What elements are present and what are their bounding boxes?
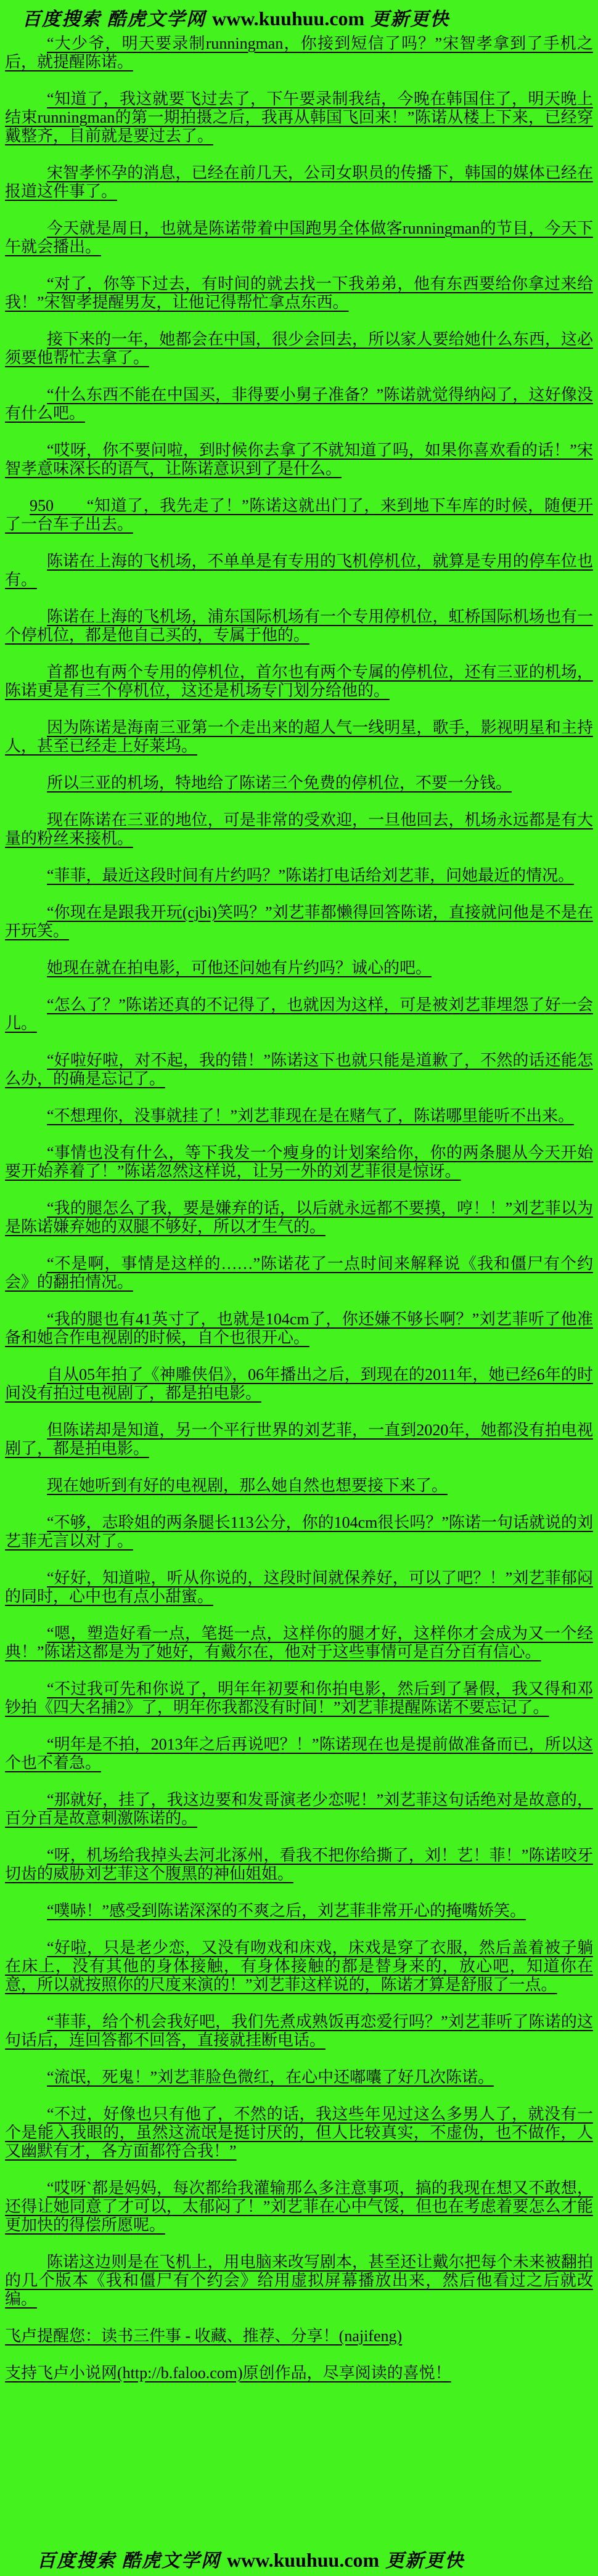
novel-paragraph: “流氓，死鬼！”刘艺菲脸色微红，在心中还嘟囔了好几次陈诺。 <box>47 2068 494 2086</box>
novel-paragraph: 自从05年拍了《神雕侠侣》，06年播出之后，到现在的2011年，她已经6年的时间没有拍过电视剧了，都是拍电影。 <box>5 1366 593 1402</box>
novel-paragraph: “不够，志聆姐的两条腿长113公分，你的104cm很长吗？”陈诺一句话就说的刘艺菲无言以对了。 <box>5 1514 593 1550</box>
novel-paragraph: 陈诺在上海的飞机场，浦东国际机场有一个专用停机位，虹桥国际机场也有一个停机位，都是他自己买的，专属于他的。 <box>5 608 593 644</box>
novel-paragraph: “不过我可先和你说了，明年年初要和你拍电影，然后到了暑假，我又得和邓钞拍《四大名捕2》了，明年你我都没有时间！”刘艺菲提醒陈诺不要忘记了。 <box>5 1680 593 1716</box>
banner-site-name: 酷虎文学网 <box>122 2551 221 2571</box>
novel-paragraph: “什么东西不能在中国买，非得要小舅子准备？”陈诺就觉得纳闷了，这好像没有什么吧。 <box>5 386 593 422</box>
banner-promo-suffix: 更新更快 <box>385 2551 465 2571</box>
novel-paragraph: “哎呀`都是妈妈，每次都给我灌输那么多注意事项，搞的我现在想又不敢想，还得让她同意了才可以，太郁闷了！”刘艺菲在心中气馁，但也在考虑着要怎么才能更加快的得偿所愿呢。 <box>5 2179 593 2234</box>
novel-paragraph: “对了，你等下过去，有时间的就去找一下我弟弟，他有东西要给你拿过来给我！”宋智孝提醒男友，让他记得帮忙拿点东西。 <box>5 275 593 311</box>
novel-paragraph: “菲菲，给个机会我好吧，我们先煮成熟饭再恋爱行吗？”刘艺菲听了陈诺的这句话后，连回答都不回答，直接就挂断电话。 <box>5 2013 593 2049</box>
novel-paragraph: 950 “知道了，我先走了！”陈诺这就出门了，来到地下车库的时候，随便开了一台车子出去。 <box>5 497 593 533</box>
novel-paragraph: “不想理你，没事就挂了！”刘艺菲现在是在赌气了，陈诺哪里能听不出来。 <box>47 1107 575 1125</box>
novel-paragraph: “噗哧！”感受到陈诺深深的不爽之后，刘艺菲非常开心的掩嘴娇笑。 <box>47 1902 526 1920</box>
chapter-content <box>0 32 598 2382</box>
banner-promo-suffix: 更新更快 <box>371 9 450 30</box>
novel-paragraph: “怎么了？”陈诺还真的不记得了，也就因为这样，可是被刘艺菲埋怨了好一会儿。 <box>5 996 593 1032</box>
novel-paragraph: “明年是不拍，2013年之后再说吧？！”陈诺现在也是提前做准备而已，所以这个也不着急。 <box>5 1735 593 1772</box>
novel-paragraph: 现在陈诺在三亚的地位，可是非常的受欢迎，一旦他回去，机场永远都是有大量的粉丝来接机。 <box>5 811 593 847</box>
novel-paragraph: “好啦，只是老少恋，又没有吻戏和床戏，床戏是穿了衣服，然后盖着被子躺在床上，没有其他的身体接触，有身体接触的都是替身来的，放心吧，知道你在意，所以就按照你的尺度来演的！”刘艺菲这样说的，陈诺才算是舒服了一点。 <box>5 1939 593 1994</box>
novel-paragraph: “大少爷，明天要录制runningman，你接到短信了吗？”宋智孝拿到了手机之后，就提醒陈诺。 <box>5 35 593 71</box>
novel-paragraph: “知道了，我这就要飞过去了，下午要录制我结，今晚在韩国住了，明天晚上结束runningman的第一期拍摄之后，我再从韩国飞回来！”陈诺从楼上下来，已经穿戴整齐，目前就是要过去了。 <box>5 90 593 145</box>
site-banner-top <box>0 0 598 32</box>
banner-site-url: www.kuuhuu.com <box>227 2549 380 2571</box>
novel-paragraph: 首都也有两个专用的停机位，首尔也有两个专属的停机位，还有三亚的机场，陈诺更是有三个停机位，这还是机场专门划分给他的。 <box>5 663 593 699</box>
novel-paragraph: “我的腿也有41英寸了，也就是104cm了，你还嫌不够长啊？”刘艺菲听了他准备和她合作电视剧的时候，自个也很开心。 <box>5 1310 593 1347</box>
novel-paragraph: “事情也没有什么，等下我发一个瘦身的计划案给你，你的两条腿从今天开始要开始养着了！”陈诺忽然这样说，让另一外的刘艺菲很是惊讶。 <box>5 1144 593 1180</box>
novel-paragraph: 接下来的一年，她都会在中国，很少会回去，所以家人要给她什么东西，这必须要他帮忙去拿了。 <box>5 330 593 367</box>
novel-paragraph: 宋智孝怀孕的消息，已经在前几天，公司女职员的传播下，韩国的媒体已经在报道这件事了。 <box>5 164 593 200</box>
novel-paragraph: 支持飞卢小说网(http://b.faloo.com)原创作品，尽享阅读的喜悦！ <box>5 2364 451 2382</box>
novel-paragraph: 飞卢提醒您：读书三件事 - 收藏、推荐、分享！(najifeng) <box>5 2327 403 2345</box>
novel-paragraph: “嗯，塑造好看一点，笔挺一点，这样你的腿才好，这样你才会成为又一个经典！”陈诺这都是为了她好，有戴尔在，他对于这些事情可是百分百有信心。 <box>5 1624 593 1661</box>
banner-site-url: www.kuuhuu.com <box>212 7 365 30</box>
novel-paragraph: “好啦好啦，对不起，我的错！”陈诺这下也就只能是道歉了，不然的话还能怎么办，的确是忘记了。 <box>5 1051 593 1088</box>
novel-paragraph: 所以三亚的机场，特地给了陈诺三个免费的停机位，不要一分钱。 <box>47 774 512 792</box>
novel-paragraph: “哎呀，你不要问啦，到时候你去拿了不就知道了吗，如果你喜欢看的话！”宋智孝意味深长的语气，让陈诺意识到了是什么。 <box>5 441 593 478</box>
banner-site-name: 酷虎文学网 <box>107 9 206 30</box>
banner-promo-prefix: 百度搜索 <box>22 9 101 30</box>
novel-paragraph: “不过，好像也只有他了，不然的话，我这些年见过这么多男人了，就没有一个是能入我眼的，虽然这流氓是挺讨厌的，但人比较真实，不虚伪，也不做作，人又幽默有才，各方面都符合我！” <box>5 2105 593 2160</box>
novel-paragraph: “呀，机场给我掉头去河北涿州，看我不把你给撕了，刘！艺！菲！”陈诺咬牙切齿的威胁刘艺菲这个腹黑的神仙姐姐。 <box>5 1846 593 1883</box>
novel-paragraph: 她现在就在拍电影，可他还问她有片约吗？诚心的吧。 <box>47 959 432 977</box>
novel-paragraph: 陈诺这边则是在飞机上，用电脑来改写剧本，甚至还让戴尔把每个未来被翻拍的几个版本《我和僵尸有个约会》给用虚拟屏幕播放出来，然后他看过之后就改编。 <box>5 2253 593 2308</box>
novel-paragraph: 陈诺在上海的飞机场，不单单是有专用的飞机停机位，就算是专用的停车位也有。 <box>5 552 593 589</box>
novel-paragraph: “不是啊，事情是这样的……”陈诺花了一点时间来解释说《我和僵尸有个约会》的翻拍情况。 <box>5 1255 593 1291</box>
banner-promo-prefix: 百度搜索 <box>37 2551 116 2571</box>
novel-paragraph: “菲菲，最近这段时间有片约吗？”陈诺打电话给刘艺菲，问她最近的情况。 <box>47 866 575 884</box>
novel-paragraph: “我的腿怎么了我，要是嫌弃的话，以后就永远都不要摸，哼！！”刘艺菲以为是陈诺嫌弃她的双腿不够好，所以才生气的。 <box>5 1199 593 1236</box>
site-banner-bottom <box>37 2545 470 2572</box>
novel-paragraph: 现在她听到有好的电视剧，那么她自然也想要接下来了。 <box>47 1477 448 1494</box>
novel-paragraph: “你现在是跟我开玩(cjbi)笑吗？”刘艺菲都懒得回答陈诺，直接就问他是不是在开玩笑。 <box>5 903 593 940</box>
novel-paragraph: “那就好，挂了，我这边要和发哥演老少恋呢！”刘艺菲这句话绝对是故意的，百分百是故意刺激陈诺的。 <box>5 1791 593 1827</box>
novel-paragraph: “好好，知道啦，听从你说的，这段时间就保养好，可以了吧？！”刘艺菲郁闷的同时，心中也有点小甜蜜。 <box>5 1569 593 1605</box>
novel-paragraph: 因为陈诺是海南三亚第一个走出来的超人气一线明星，歌手，影视明星和主持人，甚至已经走上好莱坞。 <box>5 719 593 755</box>
novel-paragraph: 今天就是周日，也就是陈诺带着中国跑男全体做客runningman的节目，今天下午就会播出。 <box>5 219 593 256</box>
novel-paragraph: 但陈诺却是知道，另一个平行世界的刘艺菲，一直到2020年，她都没有拍电视剧了，都是拍电影。 <box>5 1421 593 1457</box>
